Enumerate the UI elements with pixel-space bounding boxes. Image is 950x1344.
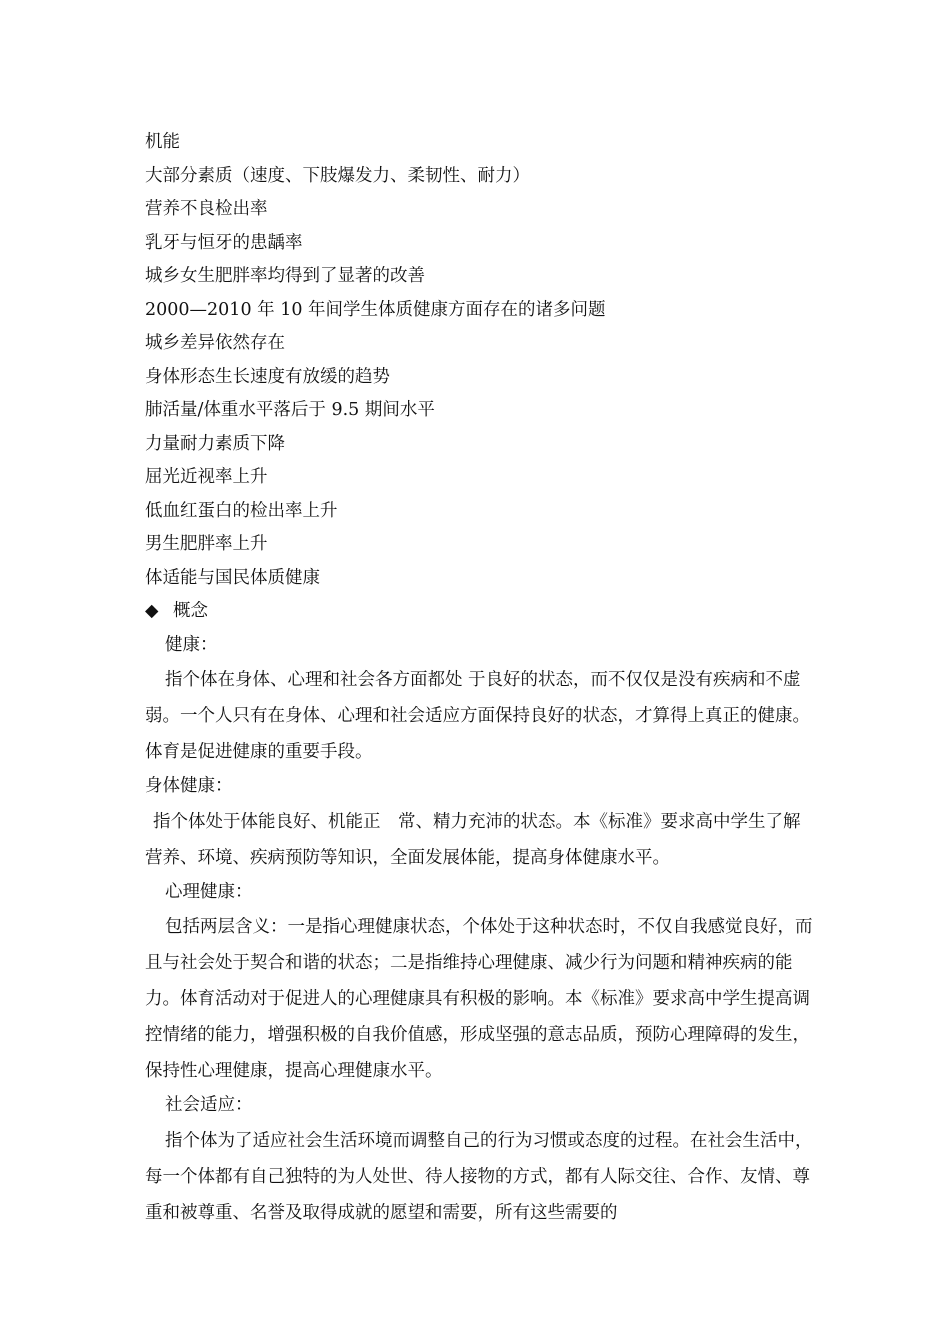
- mental-body: [145, 909, 815, 1089]
- social-body-text: 指个体为了适应社会生活环境而调整自己的行为习惯或态度的过程。在社会生活中，每一个体都有自己独特的为人处世、待人接物的方式，都有人际交往、合作、友情、尊重和被尊重、名誉及取得成就的愿望和需要，所有这些需要的: [145, 1130, 813, 1223]
- list-item: 城乡女生肥胖率均得到了显著的改善: [145, 266, 425, 286]
- list-item: 乳牙与恒牙的患龋率: [145, 232, 303, 253]
- concept-title: 概念: [173, 601, 208, 621]
- list-item: 屈光近视率上升: [145, 467, 268, 487]
- list-item: 体适能与国民体质健康: [145, 567, 320, 588]
- mental-body-text: 包括两层含义：一是指心理健康状态，个体处于这种状态时，不仅自我感觉良好，而且与社会处于契合和谐的状态；二是指维持心理健康、减少行为问题和精神疾病的能力。体育活动对于促进人的心理健康具有积极的影响。本《标准》要求高中学生提高调控情绪的能力，增强积极的自我价值感，形成坚强的意志品质，预防心理障碍的发生，保持性心理健康，提高心理健康水平。: [145, 917, 813, 1081]
- diamond-bullet-icon: ◆: [145, 601, 159, 621]
- list-item: 城乡差异依然存在: [145, 333, 285, 353]
- list-item: 肺活量/体重水平落后于 9.5 期间水平: [145, 400, 435, 420]
- list-item: 身体形态生长速度有放缓的趋势: [145, 366, 390, 387]
- list-item: 营养不良检出率: [145, 199, 268, 219]
- social-heading: 社会适应：: [165, 1095, 253, 1115]
- social-body: [145, 1123, 815, 1231]
- health-body-text: 指个体在身体、心理和社会各方面都处 于良好的状态，而不仅仅是没有疾病和不虚弱。一个人只有在身体、心理和社会适应方面保持良好的状态，才算得上真正的健康。体育是促进健康的重要手段。: [145, 670, 810, 762]
- list-item: 大部分素质（速度、下肢爆发力、柔韧性、耐力）: [145, 165, 530, 186]
- physical-heading: 身体健康：: [145, 776, 233, 796]
- health-heading: 健康：: [165, 634, 218, 655]
- document-page: [145, 126, 815, 1231]
- concept-heading: [145, 595, 815, 629]
- physical-body: [145, 804, 815, 876]
- list-item: 2000—2010 年 10 年间学生体质健康方面存在的诸多问题: [145, 299, 606, 320]
- list-item: 机能: [145, 132, 180, 152]
- mental-heading: 心理健康：: [165, 881, 253, 902]
- list-item: 男生肥胖率上升: [145, 534, 268, 554]
- list-item: 低血红蛋白的检出率上升: [145, 500, 338, 521]
- health-body: [145, 662, 815, 770]
- physical-body-text: 指个体处于体能良好、机能正 常、精力充沛的状态。本《标准》要求高中学生了解营养、环境、疾病预防等知识，全面发展体能，提高身体健康水平。: [145, 811, 801, 868]
- list-item: 力量耐力素质下降: [145, 433, 285, 454]
